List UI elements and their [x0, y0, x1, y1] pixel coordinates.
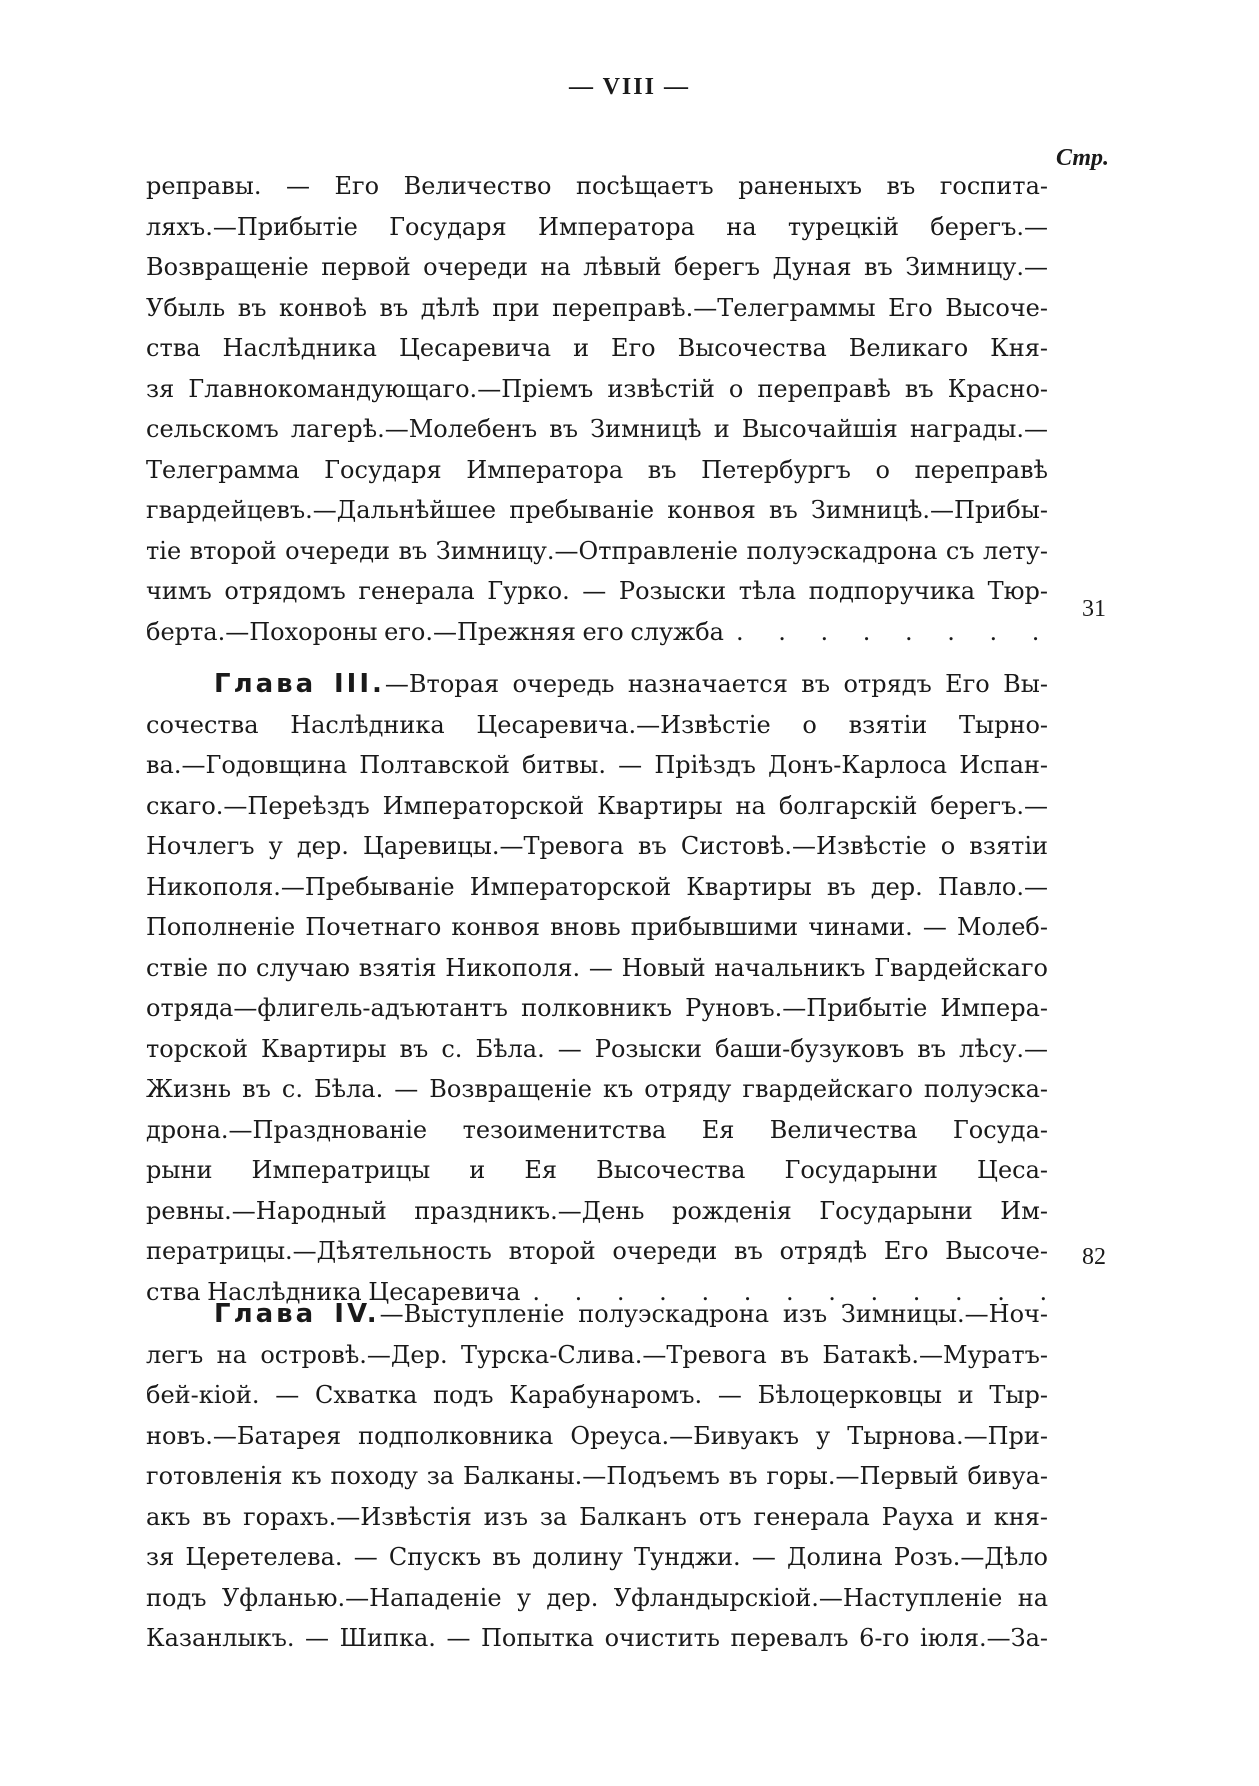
- text-line: ляхъ.—Прибытіе Государя Императора на турецкій берегъ.—: [146, 212, 1048, 241]
- text-line: легъ на островѣ.—Дер. Турска-Слива.—Тревога въ Батакѣ.—Муратъ-: [146, 1340, 1048, 1369]
- chapter-first-line: [146, 1294, 1048, 1335]
- text-line: берта.—Похороны его.—Прежняя его служба: [146, 617, 724, 646]
- text-line-with-leader: [146, 612, 1048, 653]
- text-line: торской Квартиры въ с. Бѣла. — Розыски баши-бузуковъ въ лѣсу.—: [146, 1034, 1048, 1063]
- text-line: рыни Императрицы и Ея Высочества Государыни Цеса-: [146, 1156, 1048, 1184]
- text-line: дрона.—Празднованіе тезоименитства Ея Величества Госуда-: [146, 1115, 1048, 1144]
- text-line: ва.—Годовщина Полтавской битвы. — Пріѣздъ Донъ-Карлоса Испан-: [146, 751, 1048, 779]
- page-number: — VIII —: [569, 74, 690, 100]
- page-reference: 82: [1082, 1244, 1106, 1270]
- text-line: —Вторая очередь назначается въ отрядъ Его Вы-: [384, 670, 1048, 698]
- text-line: зя Церетелева. — Спускъ въ долину Тунджи. — Долина Розъ.—Дѣло: [146, 1543, 1048, 1571]
- text-line: ператрицы.—Дѣятельность второй очереди въ отрядѣ Его Высоче-: [146, 1237, 1048, 1265]
- text-line: Жизнь въ с. Бѣла. — Возвращеніе къ отряду гвардейскаго полуэска-: [146, 1075, 1048, 1103]
- text-line: Возвращеніе первой очереди на лѣвый берегъ Дуная въ Зимницу.—: [146, 253, 1048, 281]
- text-line: подъ Уфланью.—Нападеніе у дер. Уфландырскіой.—Наступленіе на: [146, 1583, 1048, 1612]
- chapter-heading: Глава III.: [214, 669, 385, 699]
- section-chapter-3: [146, 664, 1048, 1312]
- text-line: реправы. — Его Величество посѣщаетъ раненыхъ въ госпита-: [146, 172, 1048, 200]
- text-line: ства Наслѣдника Цесаревича: [146, 1277, 521, 1306]
- text-line: Казанлыкъ. — Шипка. — Попытка очистить перевалъ 6-го іюля.—За-: [146, 1624, 1048, 1652]
- text-line: скаго.—Переѣздъ Императорской Квартиры на болгарскій берегъ.—: [146, 791, 1048, 820]
- text-line: готовленія къ походу за Балканы.—Подъемъ въ горы.—Первый бивуа-: [146, 1462, 1048, 1490]
- text-line: новъ.—Батарея подполковника Ореуса.—Бивуакъ у Тырнова.—При-: [146, 1421, 1048, 1450]
- chapter-first-line: [146, 664, 1048, 705]
- text-line: Ночлегъ у дер. Царевицы.—Тревога въ Систовѣ.—Извѣстіе о взятіи: [146, 832, 1048, 860]
- page-reference: 31: [1082, 596, 1106, 622]
- section-chapter-4: [146, 1294, 1048, 1659]
- dot-leader: [724, 612, 1048, 653]
- text-line: —Выступленіе полуэскадрона изъ Зимницы.—Ноч-: [379, 1300, 1048, 1328]
- text-line: зя Главнокомандующаго.—Пріемъ извѣстій о переправѣ въ Красно-: [146, 374, 1048, 403]
- text-line: тіе второй очереди въ Зимницу.—Отправленіе полуэскадрона съ лету-: [146, 536, 1048, 565]
- text-line: отряда—флигель-адъютантъ полковникъ Руновъ.—Прибытіе Импера-: [146, 994, 1048, 1022]
- text-line: акъ въ горахъ.—Извѣстія изъ за Балканъ отъ генерала Рауха и кня-: [146, 1502, 1048, 1531]
- text-line: сельскомъ лагерѣ.—Молебенъ въ Зимницѣ и Высочайшія награды.—: [146, 415, 1048, 443]
- section-chapter-2-continued: [146, 166, 1048, 652]
- text-line: гвардейцевъ.—Дальнѣйшее пребываніе конвоя въ Зимницѣ.—Прибы-: [146, 496, 1048, 524]
- text-line: ревны.—Народный праздникъ.—День рожденія Государыни Им-: [146, 1196, 1048, 1225]
- page-column-header: Стр.: [1056, 145, 1110, 171]
- text-line: бей-кіой. — Схватка подъ Карабунаромъ. — Бѣлоцерковцы и Тыр-: [146, 1381, 1048, 1409]
- text-line: сочества Наслѣдника Цесаревича.—Извѣстіе о взятіи Тырно-: [146, 710, 1048, 739]
- text-line: Убыль въ конвоѣ въ дѣлѣ при переправѣ.—Телеграммы Его Высоче-: [146, 293, 1048, 322]
- text-line: Никополя.—Пребываніе Императорской Квартиры въ дер. Павло.—: [146, 872, 1048, 901]
- text-line: ства Наслѣдника Цесаревича и Его Высочества Великаго Кня-: [146, 334, 1048, 362]
- text-line: Пополненіе Почетнаго конвоя вновь прибывшими чинами. — Молеб-: [146, 913, 1048, 941]
- text-line: Телеграмма Государя Императора въ Петербургъ о переправѣ: [146, 455, 1048, 484]
- text-line: ствіе по случаю взятія Никополя. — Новый начальникъ Гвардейскаго: [146, 953, 1048, 982]
- chapter-heading: Глава IV.: [214, 1299, 380, 1329]
- text-line: чимъ отрядомъ генерала Гурко. — Розыски тѣла подпоручика Тюр-: [146, 577, 1048, 605]
